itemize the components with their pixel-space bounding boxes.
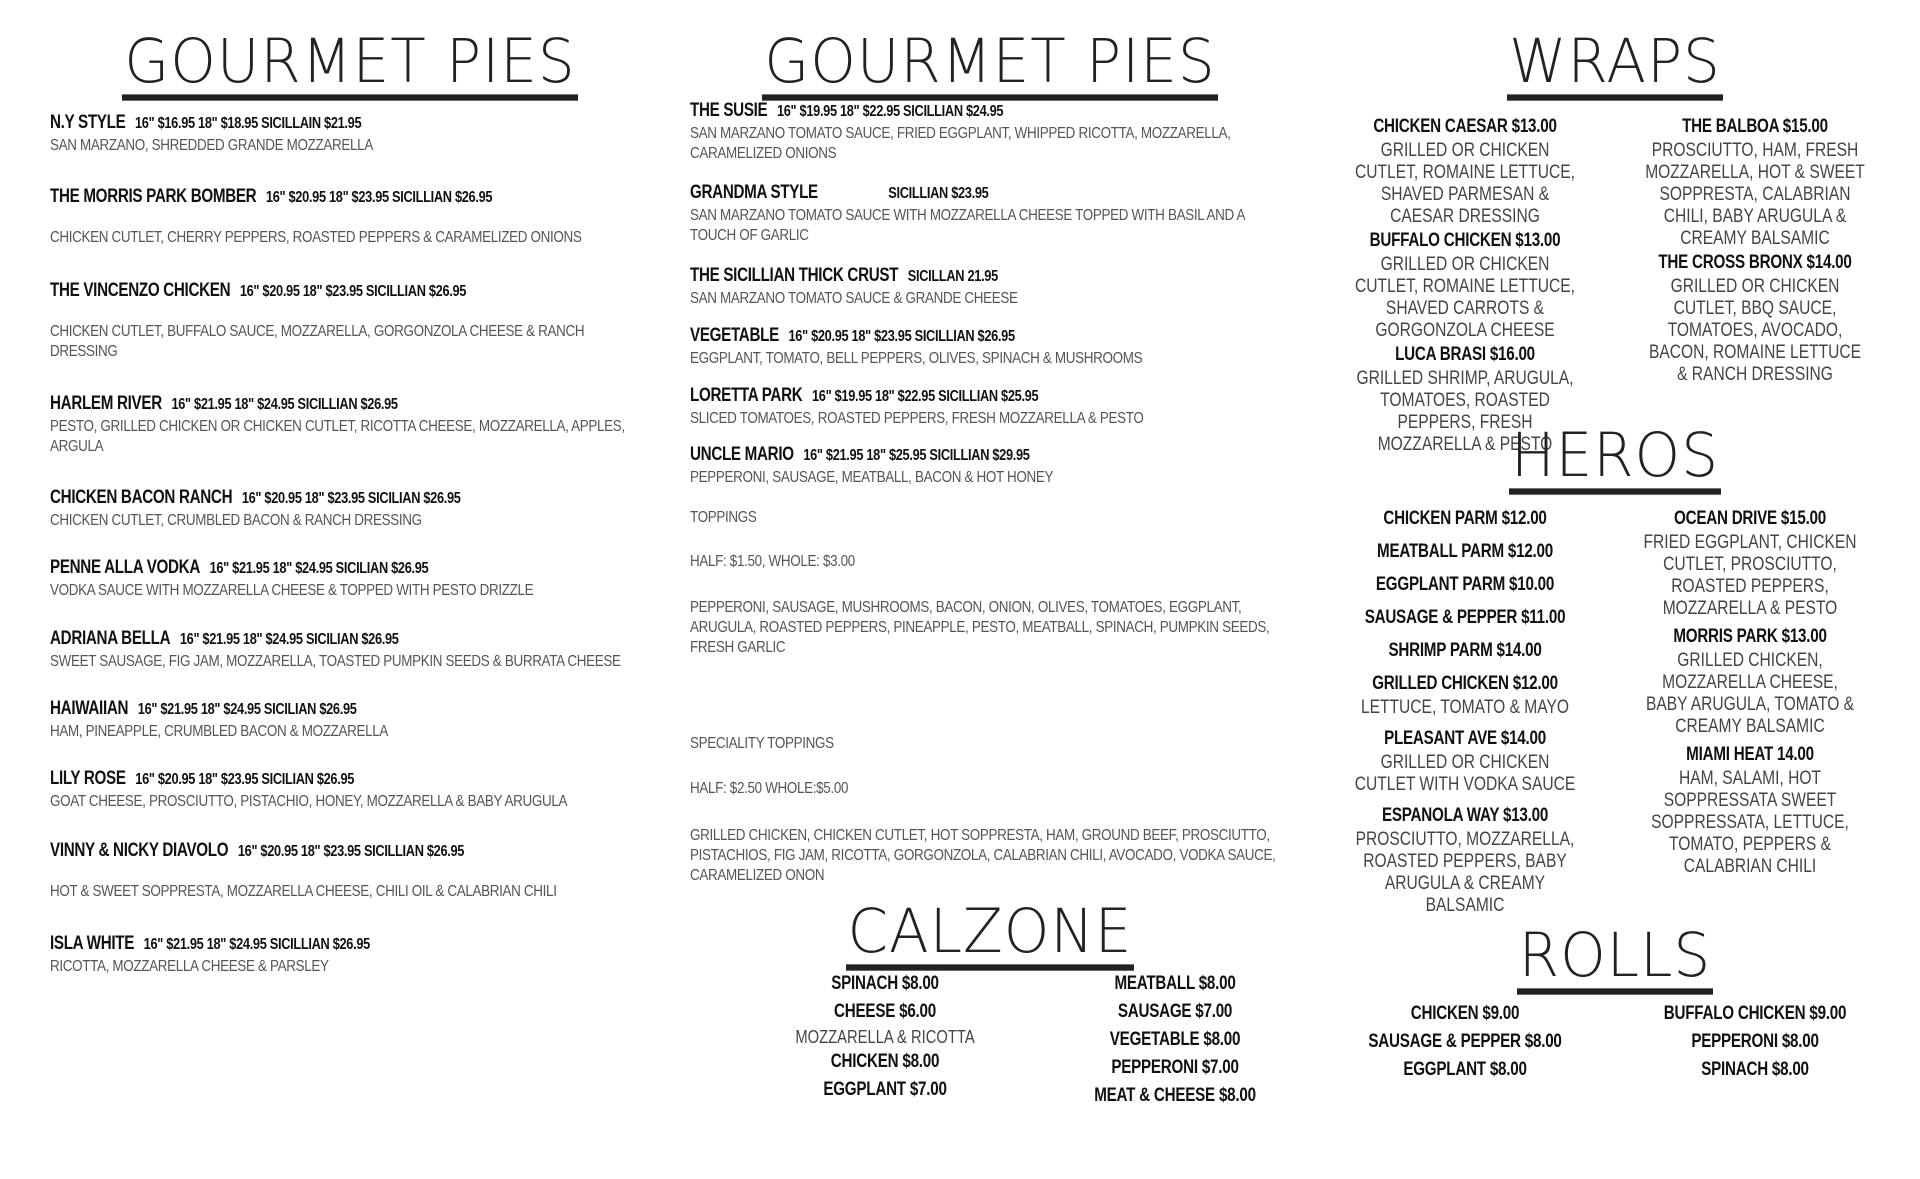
menu-item-headline [690, 265, 1170, 287]
menu-item-gourmet-pie [50, 487, 650, 531]
menu-item-description: PEPPERONI, SAUSAGE, MEATBALL, BACON & HOT HONEY [690, 469, 1054, 486]
rolls-list-right [1620, 1000, 1890, 1084]
hero-item-name: SHRIMP PARM $14.00 [1388, 640, 1542, 661]
hero-item [1615, 742, 1885, 878]
menu-item-prices: 16" $19.95 18" $22.95 SICILLIAN $25.95 [812, 388, 1039, 405]
calzone-item: MEATBALL $8.00 [1114, 973, 1236, 994]
menu-item-name: THE MORRIS PARK BOMBER [50, 186, 257, 207]
calzone-item: MEAT & CHEESE $8.00 [1094, 1085, 1256, 1106]
hero-item-name: CHICKEN PARM $12.00 [1383, 508, 1547, 529]
hero-item-name: GRILLED CHICKEN $12.00 [1372, 673, 1558, 694]
section-title-gourmet-pies: GOURMET PIES [50, 32, 650, 99]
calzone-item: EGGPLANT $7.00 [823, 1079, 947, 1100]
menu-item-headline [50, 557, 530, 579]
menu-item-prices: 16" $21.95 18" $24.95 SICILLIAN $26.95 [143, 936, 370, 953]
hero-item-description: LETTUCE, TOMATO & MAYO [1360, 697, 1570, 718]
menu-item-headline [50, 280, 530, 302]
roll-item: SPINACH $8.00 [1701, 1059, 1809, 1080]
hero-item [1615, 624, 1885, 738]
menu-item-headline [50, 186, 530, 208]
hero-item-name: OCEAN DRIVE $15.00 [1674, 508, 1826, 529]
calzone-list-left [745, 970, 1025, 1104]
hero-item-name: MORRIS PARK $13.00 [1673, 626, 1827, 647]
calzone-item: SPINACH $8.00 [831, 973, 939, 994]
hero-item [1330, 572, 1600, 598]
toppings-label: TOPPINGS [690, 509, 757, 526]
section-title-calzone: CALZONE [690, 902, 1290, 969]
wraps-list-right [1620, 114, 1890, 386]
menu-item-description: SAN MARZANO, SHREDDED GRANDE MOZZARELLA [50, 137, 373, 154]
wrap-item-name: CHICKEN CAESAR $13.00 [1373, 116, 1557, 137]
menu-item-gourmet-pie [50, 628, 650, 672]
menu-item-name: ADRIANA BELLA [50, 628, 171, 649]
menu-item-gourmet-pie [50, 186, 650, 248]
menu-item-name: THE SUSIE [690, 100, 768, 121]
hero-item-description: HAM, SALAMI, HOT SOPPRESSATA SWEET SOPPRESSATA, LETTUCE, TOMATO, PEPPERS & CALABRIAN CHILI [1651, 768, 1849, 877]
menu-item-headline [50, 933, 530, 955]
menu-item-prices: 16" $19.95 18" $22.95 SICILLIAN $24.95 [776, 103, 1004, 120]
hero-item-name: EGGPLANT PARM $10.00 [1375, 574, 1555, 595]
wrap-item [1330, 228, 1600, 342]
rolls-list-left [1330, 1000, 1600, 1084]
menu-item-gourmet-pie [50, 698, 650, 742]
hero-item-description: FRIED EGGPLANT, CHICKEN CUTLET, PROSCIUTTO, ROASTED PEPPERS, MOZZARELLA & PESTO [1643, 532, 1857, 619]
roll-item: PEPPERONI $8.00 [1691, 1031, 1819, 1052]
menu-item-prices: 16" $20.95 18" $23.95 SICILLIAN $26.95 [265, 189, 493, 206]
menu-item-description: SAN MARZANO TOMATO SAUCE WITH MOZZARELLA CHEESE TOPPED WITH BASIL AND A TOUCH OF GARLIC [690, 207, 1245, 244]
menu-item-prices: 16" $20.95 18" $23.95 SICILLIAN $26.95 [788, 328, 1015, 345]
hero-item [1330, 506, 1600, 532]
menu-item-prices: 16" $20.95 18" $23.95 SICILIAN $26.95 [135, 771, 355, 788]
menu-item-headline [690, 325, 1170, 347]
wrap-item-description: GRILLED OR CHICKEN CUTLET, BBQ SAUCE, TOMATOES, AVOCADO, BACON, ROMAINE LETTUCE & RANCH DRESSING [1648, 276, 1862, 385]
wrap-item [1620, 250, 1890, 386]
hero-item-name: PLEASANT AVE $14.00 [1384, 728, 1546, 749]
menu-item-gourmet-pie [50, 933, 650, 977]
menu-item-headline [690, 385, 1170, 407]
menu-item-description: CHICKEN CUTLET, CRUMBLED BACON & RANCH DRESSING [50, 512, 422, 529]
menu-item-description: CHICKEN CUTLET, BUFFALO SAUCE, MOZZARELLA, GORGONZOLA CHEESE & RANCH DRESSING [50, 323, 585, 360]
hero-item-description: PROSCIUTTO, MOZZARELLA, ROASTED PEPPERS, BABY ARUGULA & CREAMY BALSAMIC [1355, 829, 1575, 916]
menu-item-name: N.Y STYLE [50, 112, 126, 133]
wrap-item-name: THE BALBOA $15.00 [1682, 116, 1828, 137]
menu-item-gourmet-pie [50, 557, 650, 601]
toppings-list: PEPPERONI, SAUSAGE, MUSHROOMS, BACON, ONION, OLIVES, TOMATOES, EGGPLANT, ARUGULA, ROASTED PEPPERS, PINEAPPLE, PESTO, MEATBALL, SPINACH, PUMPKIN SEEDS, FRESH GARLIC [690, 599, 1270, 656]
hero-item-description: GRILLED CHICKEN, MOZZARELLA CHEESE, BABY ARUGULA, TOMATO & CREAMY BALSAMIC [1645, 650, 1855, 737]
menu-item-headline [50, 768, 530, 790]
menu-item-name: LILY ROSE [50, 768, 126, 789]
menu-item-gourmet-pie [50, 393, 650, 457]
calzone-item: CHEESE $6.00 [834, 1001, 936, 1022]
menu-item-gourmet-pie [50, 840, 650, 902]
section-title-heros: HEROS [1330, 426, 1900, 493]
menu-item-name: VINNY & NICKY DIAVOLO [50, 840, 229, 861]
speciality-toppings-label: SPECIALITY TOPPINGS [690, 735, 834, 752]
hero-item [1330, 638, 1600, 664]
menu-item-headline [690, 100, 1170, 122]
menu-item-description: HOT & SWEET SOPPRESTA, MOZZARELLA CHEESE, CHILI OIL & CALABRIAN CHILI [50, 883, 557, 900]
roll-item: BUFFALO CHICKEN $9.00 [1663, 1003, 1847, 1024]
hero-item [1330, 671, 1600, 719]
hero-item [1330, 726, 1600, 796]
menu-item-headline [690, 444, 1170, 466]
menu-item-name: CHICKEN BACON RANCH [50, 487, 233, 508]
roll-item: CHICKEN $9.00 [1410, 1003, 1520, 1024]
wrap-item-description: GRILLED OR CHICKEN CUTLET, ROMAINE LETTUCE, SHAVED PARMESAN & CAESAR DRESSING [1355, 140, 1575, 227]
menu-item-gourmet-pie [690, 265, 1290, 309]
menu-item-prices: 16" $21.95 18" $24.95 SICILIAN $26.95 [209, 560, 429, 577]
hero-item-name: MIAMI HEAT 14.00 [1686, 744, 1814, 765]
hero-item [1330, 539, 1600, 565]
menu-item-name: UNCLE MARIO [690, 444, 794, 465]
menu-item-prices: SICILLIAN $23.95 [888, 185, 989, 202]
toppings-price: HALF: $1.50, WHOLE: $3.00 [690, 553, 855, 570]
menu-item-prices: 16" $21.95 18" $24.95 SICILIAN $26.95 [137, 701, 357, 718]
hero-item-name: ESPANOLA WAY $13.00 [1381, 805, 1549, 826]
menu-item-name: ISLA WHITE [50, 933, 135, 954]
hero-item-description: GRILLED OR CHICKEN CUTLET WITH VODKA SAUCE [1354, 752, 1576, 795]
menu-item-gourmet-pie [690, 325, 1290, 369]
wrap-item-name: LUCA BRASI $16.00 [1395, 344, 1535, 365]
menu-item-name: GRANDMA STYLE [690, 182, 818, 203]
speciality-toppings-price: HALF: $2.50 WHOLE:$5.00 [690, 780, 849, 797]
menu-item-name: HARLEM RIVER [50, 393, 162, 414]
menu-item-description: SAN MARZANO TOMATO SAUCE & GRANDE CHEESE [690, 290, 1018, 307]
menu-item-prices: 16" $20.95 18" $23.95 SICILIAN $26.95 [241, 490, 461, 507]
menu-item-prices: 16" $16.95 18" $18.95 SICILLAIN $21.95 [135, 115, 362, 132]
calzone-list-right [1035, 970, 1315, 1110]
menu-item-name: THE SICILLIAN THICK CRUST [690, 265, 899, 286]
menu-item-headline [50, 112, 530, 134]
menu-item-description: EGGPLANT, TOMATO, BELL PEPPERS, OLIVES, SPINACH & MUSHROOMS [690, 350, 1143, 367]
menu-item-name: PENNE ALLA VODKA [50, 557, 200, 578]
menu-item-gourmet-pie [50, 280, 650, 362]
menu-item-headline [50, 698, 530, 720]
heros-list-left [1330, 506, 1600, 924]
calzone-item: VEGETABLE $8.00 [1109, 1029, 1241, 1050]
menu-item-description: RICOTTA, MOZZARELLA CHEESE & PARSLEY [50, 958, 329, 975]
menu-item-name: VEGETABLE [690, 325, 779, 346]
menu-item-description: SLICED TOMATOES, ROASTED PEPPERS, FRESH MOZZARELLA & PESTO [690, 410, 1144, 427]
wrap-item [1330, 114, 1600, 228]
menu-item-gourmet-pie [690, 182, 1290, 246]
menu-item-gourmet-pie [690, 444, 1290, 488]
menu-item-headline [50, 628, 530, 650]
roll-item: EGGPLANT $8.00 [1403, 1059, 1527, 1080]
menu-item-headline [50, 487, 530, 509]
menu-item-prices: 16" $21.95 18" $24.95 SICILLIAN $26.95 [171, 396, 398, 413]
menu-item-prices: 16" $20.95 18" $23.95 SICILLIAN $26.95 [237, 843, 465, 860]
calzone-item: CHICKEN $8.00 [830, 1051, 940, 1072]
menu-item-prices: 16" $21.95 18" $25.95 SICILLIAN $29.95 [803, 447, 1030, 464]
hero-item [1615, 506, 1885, 620]
menu-item-headline [690, 182, 1170, 204]
menu-item-description: VODKA SAUCE WITH MOZZARELLA CHEESE & TOPPED WITH PESTO DRIZZLE [50, 582, 534, 599]
menu-item-prices: 16" $21.95 18" $24.95 SICILIAN $26.95 [179, 631, 399, 648]
menu-item-description: PESTO, GRILLED CHICKEN OR CHICKEN CUTLET, RICOTTA CHEESE, MOZZARELLA, APPLES, ARGULA [50, 418, 625, 455]
menu-item-description: SWEET SAUSAGE, FIG JAM, MOZZARELLA, TOASTED PUMPKIN SEEDS & BURRATA CHEESE [50, 653, 621, 670]
menu-item-gourmet-pie [690, 100, 1290, 164]
menu-item-prices: 16" $20.95 18" $23.95 SICILLIAN $26.95 [239, 283, 467, 300]
wrap-item-description: GRILLED OR CHICKEN CUTLET, ROMAINE LETTUCE, SHAVED CARROTS & GORGONZOLA CHEESE [1355, 254, 1575, 341]
wrap-item [1620, 114, 1890, 250]
hero-item-name: SAUSAGE & PEPPER $11.00 [1364, 607, 1566, 628]
roll-item: SAUSAGE & PEPPER $8.00 [1368, 1031, 1562, 1052]
menu-item-name: THE VINCENZO CHICKEN [50, 280, 231, 301]
menu-item-name: HAIWAIIAN [50, 698, 129, 719]
menu-item-gourmet-pie [690, 385, 1290, 429]
menu-item-description: SAN MARZANO TOMATO SAUCE, FRIED EGGPLANT, WHIPPED RICOTTA, MOZZARELLA, CARAMELIZED ONIONS [690, 125, 1231, 162]
menu-item-prices: SICILLAN 21.95 [907, 268, 998, 285]
menu-item-headline [50, 393, 530, 415]
hero-item [1330, 605, 1600, 631]
hero-item-name: MEATBALL PARM $12.00 [1377, 541, 1553, 562]
section-title-gourmet-pies-2: GOURMET PIES [690, 32, 1290, 99]
menu-item-name: LORETTA PARK [690, 385, 803, 406]
calzone-item: PEPPERONI $7.00 [1111, 1057, 1239, 1078]
wrap-item-description: GRILLED SHRIMP, ARUGULA, TOMATOES, ROASTED PEPPERS, FRESH MOZZARELLA & PESTO [1356, 368, 1574, 455]
menu-item-headline [50, 840, 530, 862]
calzone-item: SAUSAGE $7.00 [1117, 1001, 1233, 1022]
wrap-item-description: PROSCIUTTO, HAM, FRESH MOZZARELLA, HOT & SWEET SOPPRESTA, CALABRIAN CHILI, BABY ARUGULA & CREAMY BALSAMIC [1645, 140, 1865, 249]
section-title-wraps: WRAPS [1330, 32, 1900, 99]
menu-item-description: GOAT CHEESE, PROSCIUTTO, PISTACHIO, HONEY, MOZZARELLA & BABY ARUGULA [50, 793, 568, 810]
menu-item-description: HAM, PINEAPPLE, CRUMBLED BACON & MOZZARELLA [50, 723, 389, 740]
menu-item-gourmet-pie [50, 768, 650, 812]
calzone-item-description: MOZZARELLA & RICOTTA [795, 1027, 975, 1047]
section-title-rolls: ROLLS [1330, 926, 1900, 993]
wrap-item-name: BUFFALO CHICKEN $13.00 [1369, 230, 1561, 251]
hero-item [1330, 803, 1600, 917]
wraps-list-left [1330, 114, 1600, 456]
wrap-item-name: THE CROSS BRONX $14.00 [1658, 252, 1852, 273]
menu-item-description: CHICKEN CUTLET, CHERRY PEPPERS, ROASTED PEPPERS & CARAMELIZED ONIONS [50, 229, 582, 246]
heros-list-right [1615, 506, 1885, 882]
menu-item-gourmet-pie [50, 112, 650, 156]
speciality-toppings-list: GRILLED CHICKEN, CHICKEN CUTLET, HOT SOPPRESTA, HAM, GROUND BEEF, PROSCIUTTO, PISTACHIOS, FIG JAM, RICOTTA, GORGONZOLA, CALABRIAN CHILI, AVOCADO, VODKA SAUCE, CARAMELIZED ONON [690, 827, 1276, 884]
